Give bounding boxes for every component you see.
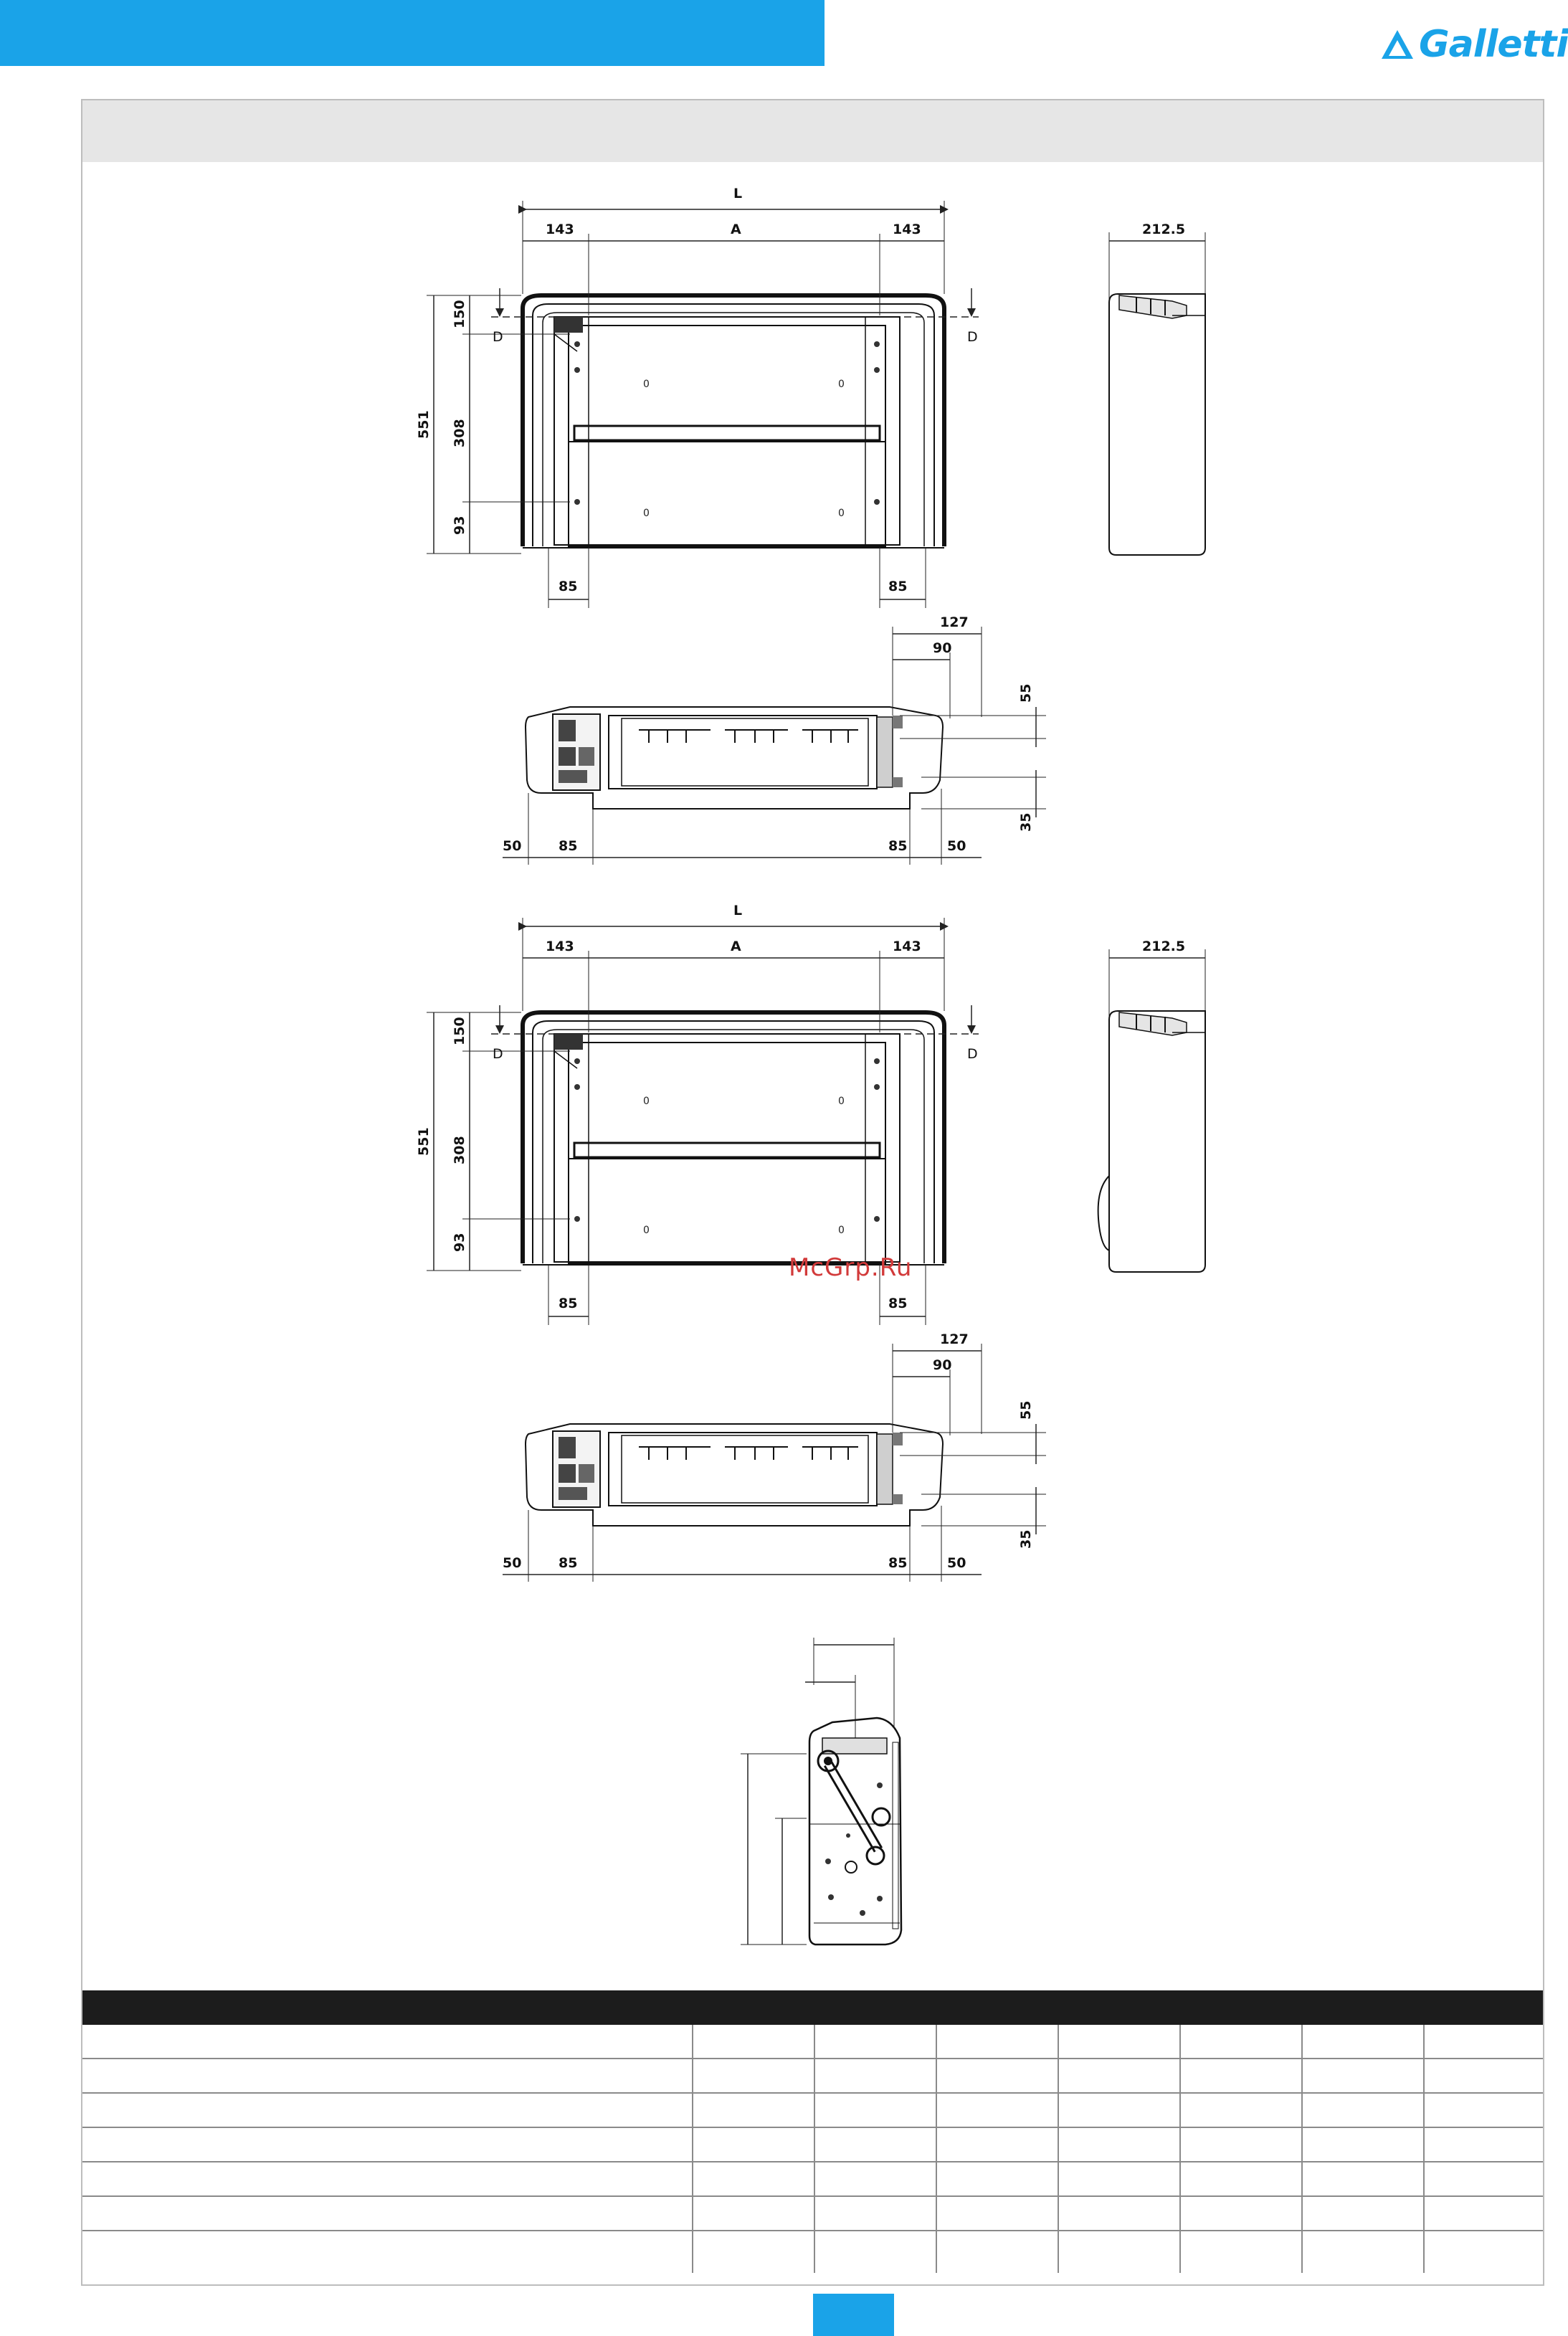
- table-row: [82, 2127, 1543, 2162]
- dim-A-2: A: [731, 939, 741, 954]
- top-view-2: [503, 1344, 1046, 1582]
- dim-143-left-1: 143: [546, 222, 574, 237]
- dim-L-1: L: [733, 186, 743, 201]
- top-view-1: [503, 627, 1046, 865]
- dim-85-left-1: 85: [559, 579, 578, 594]
- table-row: [82, 2231, 1543, 2273]
- dim-85-left-2: 85: [559, 1296, 578, 1311]
- dim-85-bottom-left-1: 85: [559, 838, 578, 854]
- brand-name: Galletti: [1419, 23, 1568, 66]
- dim-85-right-1: 85: [888, 579, 908, 594]
- dim-D-left-2: D: [493, 1046, 503, 1062]
- dim-side-depth-2: 212.5: [1142, 939, 1186, 954]
- dim-35-1: 35: [1018, 812, 1034, 832]
- dim-85-right-2: 85: [888, 1296, 908, 1311]
- dim-D-left-1: D: [493, 329, 503, 345]
- technical-drawings: [82, 100, 1546, 1990]
- dim-55-2: 55: [1018, 1400, 1034, 1420]
- triangle-logo-icon: [1380, 29, 1415, 60]
- end-section-view: [741, 1638, 901, 1945]
- dim-85-bottom-right-1: 85: [888, 838, 908, 854]
- dim-143-right-2: 143: [893, 939, 921, 954]
- dim-35-2: 35: [1018, 1529, 1034, 1549]
- table-row: [82, 2059, 1543, 2093]
- dim-551-2: 551: [416, 1127, 432, 1156]
- dim-50-right-1: 50: [947, 838, 966, 854]
- brand-logo: [1380, 23, 1568, 66]
- table-row: [82, 2162, 1543, 2196]
- dim-551-1: 551: [416, 410, 432, 439]
- dim-50-left-2: 50: [503, 1555, 522, 1571]
- specification-table: [82, 2025, 1543, 2273]
- dim-90-1: 90: [933, 640, 952, 656]
- dim-308-1: 308: [452, 419, 467, 447]
- side-view-1: [1109, 232, 1205, 555]
- dim-85-bottom-left-2: 85: [559, 1555, 578, 1571]
- dim-93-1: 93: [452, 516, 467, 535]
- dim-50-left-1: 50: [503, 838, 522, 854]
- top-header-bar: [0, 0, 825, 66]
- watermark-text: McGrp.Ru: [789, 1253, 913, 1282]
- dim-93-2: 93: [452, 1233, 467, 1252]
- dim-143-right-1: 143: [893, 222, 921, 237]
- dim-90-2: 90: [933, 1357, 952, 1373]
- dim-L-2: L: [733, 903, 743, 918]
- table-header-band: [82, 1990, 1543, 2025]
- dim-55-1: 55: [1018, 683, 1034, 703]
- content-frame: [81, 99, 1544, 2286]
- dim-side-depth-1: 212.5: [1142, 222, 1186, 237]
- dim-50-right-2: 50: [947, 1555, 966, 1571]
- dim-D-right-1: D: [967, 329, 978, 345]
- dim-127-2: 127: [940, 1331, 969, 1347]
- dim-308-2: 308: [452, 1136, 467, 1164]
- dim-150-1: 150: [452, 300, 467, 328]
- table-row: [82, 2025, 1543, 2059]
- table-row: [82, 2093, 1543, 2127]
- front-view-1: [427, 201, 979, 608]
- dim-85-bottom-right-2: 85: [888, 1555, 908, 1571]
- dim-143-left-2: 143: [546, 939, 574, 954]
- dim-D-right-2: D: [967, 1046, 978, 1062]
- side-view-2: [1098, 949, 1205, 1272]
- table-row: [82, 2196, 1543, 2231]
- dim-127-1: 127: [940, 614, 969, 630]
- page-number-tab: [813, 2294, 894, 2336]
- dim-A-1: A: [731, 222, 741, 237]
- dim-150-2: 150: [452, 1017, 467, 1045]
